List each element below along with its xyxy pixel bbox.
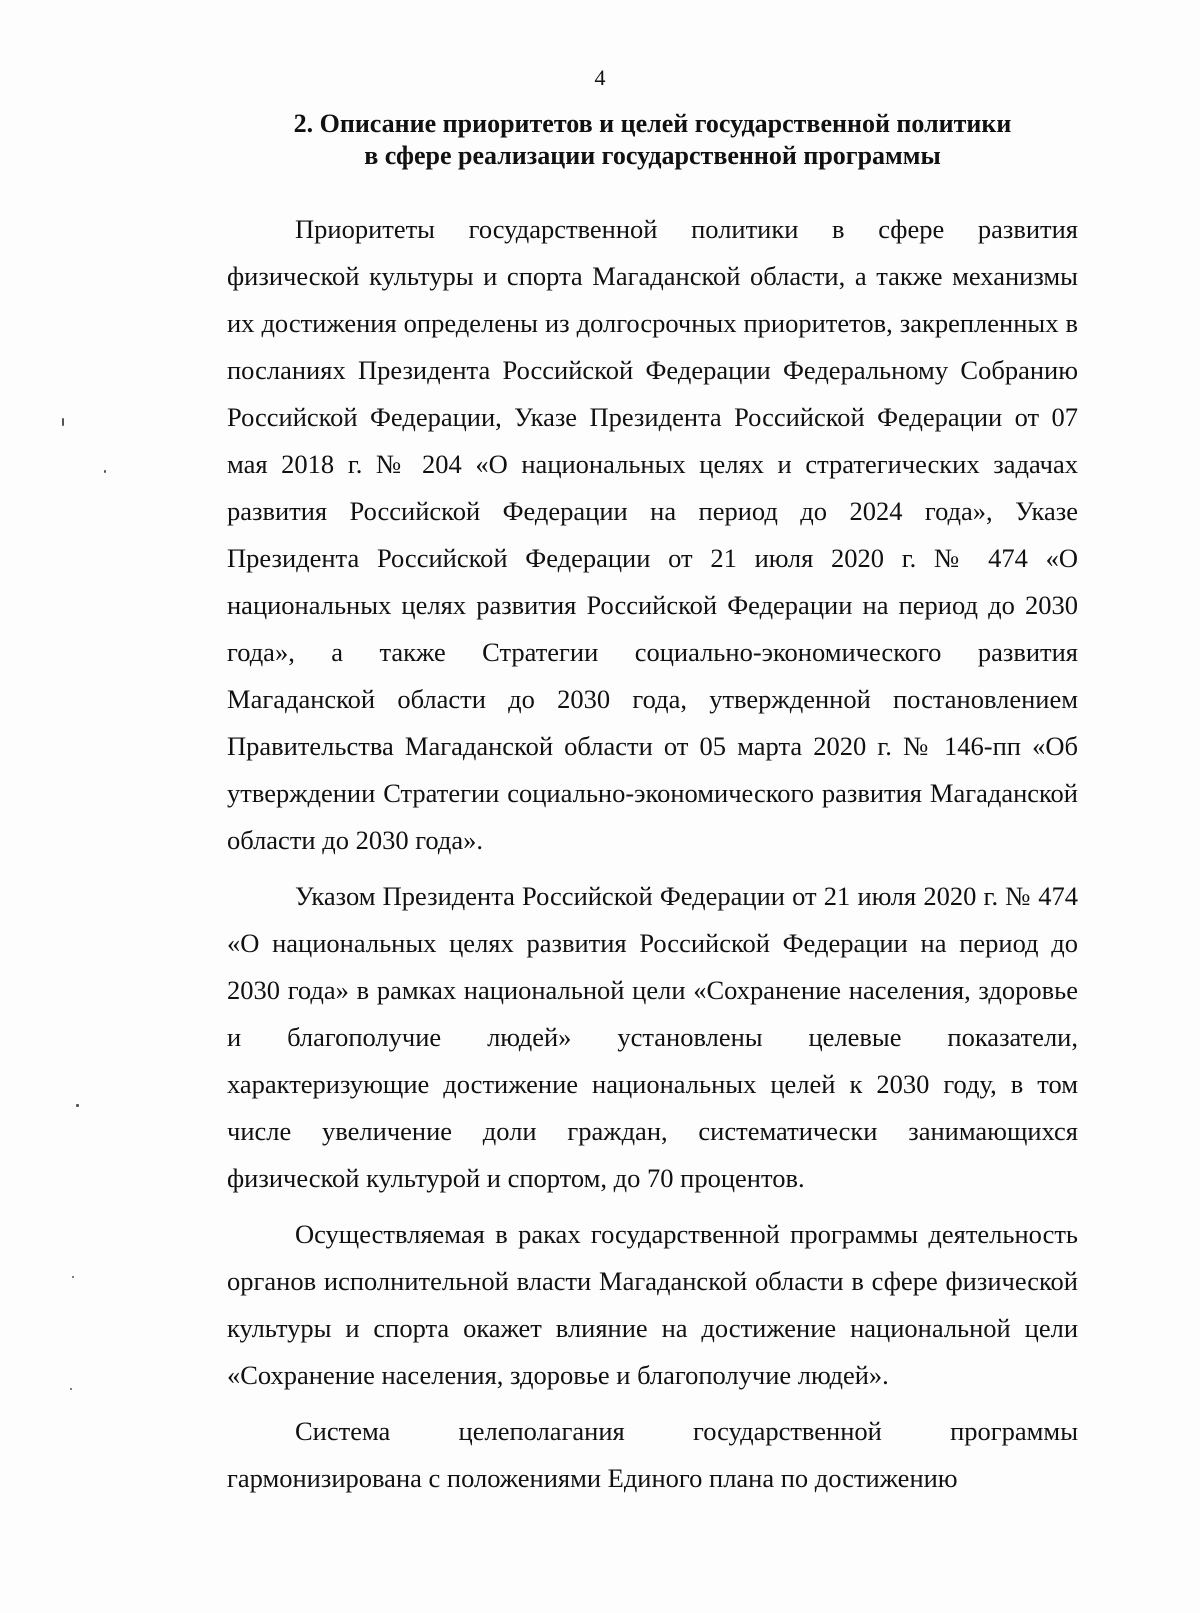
section-heading-line-2: в сфере реализации государственной программы <box>364 141 941 170</box>
paragraph-activity: Осуществляемая в раках государственной программы деятельность органов исполнительной власти Магаданской области в сфере физической культуры и спорта окажет влияние на достижение национальной цели «Сохранение населения, здоровье и благополучие людей». <box>227 1219 1078 1390</box>
section-heading-line-1: 2. Описание приоритетов и целей государственной политики <box>293 109 1012 138</box>
paragraph-decree: Указом Президента Российской Федерации от 21 июля 2020 г. № 474 «О национальных целях развития Российской Федерации на период до 2030 года» в рамках национальной цели «Сохранение населения, здоровье и благополучие людей» установлены целевые показатели, характеризующие достижение национальных целей к 2030 году, в том числе увеличение доли граждан, систематически занимающихся физической культурой и спортом, до 70 процентов. <box>227 881 1078 1193</box>
page-number: 4 <box>594 65 606 90</box>
scan-speck <box>70 1388 72 1390</box>
paragraph-goal-system: Система целеполагания государственной программы гармонизирована с положениями Единого плана по достижению <box>227 1416 1078 1493</box>
section-heading <box>227 108 1078 172</box>
paragraph-priorities: Приоритеты государственной политики в сфере развития физической культуры и спорта Магаданской области, а также механизмы их достижения определены из долгосрочных приоритетов, закрепленных в посланиях Президента Российской Федерации Федеральному Собранию Российской Федерации, Указе Президента Российской Федерации от 07 мая 2018 г. № 204 «О национальных целях и стратегических задачах развития Российской Федерации на период до 2024 года», Указе Президента Российской Федерации от 21 июля 2020 г. № 474 «О национальных целях развития Российской Федерации на период до 2030 года», а также Стратегии социально-экономического развития Магаданской области до 2030 года, утвержденной постановлением Правительства Магаданской области от 05 марта 2020 г. № 146-пп «Об утверждении Стратегии социально-экономического развития Магаданской области до 2030 года». <box>227 214 1078 855</box>
scan-speck <box>62 418 64 426</box>
document-body <box>227 206 1078 1502</box>
scan-speck <box>76 1104 79 1107</box>
scan-speck <box>72 1276 74 1278</box>
scan-speck <box>104 470 106 473</box>
